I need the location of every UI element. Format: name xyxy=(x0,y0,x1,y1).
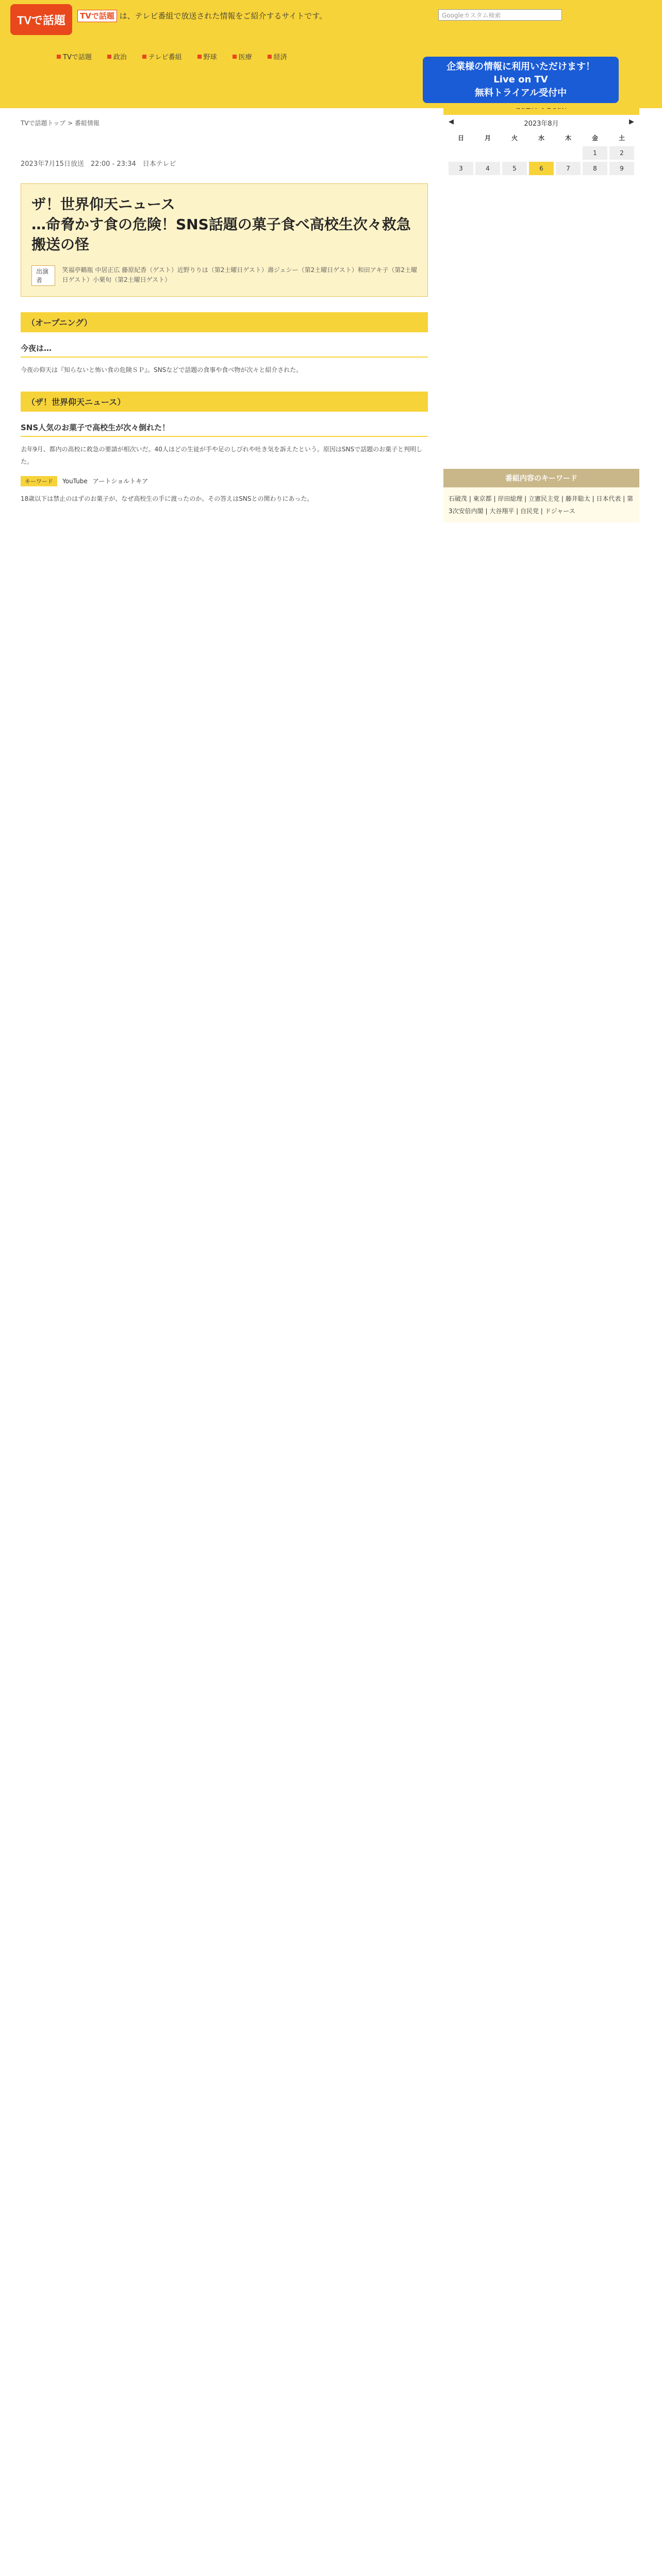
nav-item[interactable] xyxy=(233,52,252,61)
nav-item[interactable] xyxy=(142,52,182,61)
calendar-weekday: 日 xyxy=(449,131,473,144)
nav-label: 野球 xyxy=(203,54,217,61)
calendar-day xyxy=(529,146,554,160)
sidebar xyxy=(443,96,639,522)
nav-label: 政治 xyxy=(113,54,127,61)
nav-item[interactable] xyxy=(57,52,92,61)
calendar-weekday: 金 xyxy=(583,131,607,144)
bullet-icon xyxy=(233,55,237,59)
calendar-day xyxy=(475,146,500,160)
promo-banner[interactable] xyxy=(423,57,619,103)
bullet-icon xyxy=(197,55,202,59)
calendar-weekday: 月 xyxy=(475,131,500,144)
search-input[interactable]: Googleカスタム検索 xyxy=(438,9,562,21)
keywords-title: 番組内容のキーワード xyxy=(443,469,639,487)
section-heading: （ザ！世界仰天ニュース） xyxy=(21,392,428,412)
main-nav xyxy=(57,52,418,61)
nav-label: テレビ番組 xyxy=(148,54,182,61)
bullet-icon xyxy=(107,55,111,59)
calendar-day xyxy=(502,146,527,160)
calendar-day[interactable]: 3 xyxy=(449,162,473,175)
calendar-day[interactable]: 6 xyxy=(529,162,554,175)
section-paragraph: 去年9月、都内の高校に救急の要請が相次いだ。40人ほどの生徒が手や足のしびれや吐き気を訴えたという。原因はSNSで話題のお菓子と判明した。 xyxy=(21,445,423,465)
banner-line2: Live on TV xyxy=(493,74,548,86)
nav-item[interactable] xyxy=(197,52,217,61)
calendar-weekday: 土 xyxy=(609,131,634,144)
calendar-day[interactable]: 1 xyxy=(583,146,607,160)
nav-label: TVで話題 xyxy=(63,54,92,61)
main-content xyxy=(21,127,428,522)
section-subheading: 今夜は… xyxy=(21,340,428,358)
section-subheading: SNS人気のお菓子で高校生が次々倒れた！ xyxy=(21,419,428,437)
bullet-icon xyxy=(268,55,272,59)
calendar-day xyxy=(556,146,581,160)
calendar-day[interactable]: 7 xyxy=(556,162,581,175)
keyword-badge: キーワード xyxy=(21,476,57,486)
nav-label: 経済 xyxy=(273,54,287,61)
site-tagline xyxy=(77,10,327,21)
calendar-weekday: 火 xyxy=(502,131,527,144)
tagline-text: は、テレビ番組で放送された情報をご紹介するサイトです。 xyxy=(119,11,327,21)
section-paragraph: 18歳以下は禁止のはずのお菓子が、なぜ高校生の手に渡ったのか。その答えはSNSとの関わりにあった。 xyxy=(21,495,313,502)
calendar-day[interactable]: 4 xyxy=(475,162,500,175)
nav-item[interactable] xyxy=(268,52,287,61)
calendar-nav xyxy=(443,115,639,131)
site-logo[interactable]: TVで話題 xyxy=(10,4,72,35)
banner-line3: 無料トライアル受付中 xyxy=(474,87,567,98)
calendar-day[interactable]: 5 xyxy=(502,162,527,175)
calendar-day xyxy=(449,146,473,160)
section-heading: （オープニング） xyxy=(21,312,428,332)
calendar-weekday: 水 xyxy=(529,131,554,144)
calendar-month: 2023年8月 xyxy=(524,120,559,128)
prev-month-icon[interactable]: ◀ xyxy=(449,118,454,126)
bullet-icon xyxy=(57,55,61,59)
nav-item[interactable] xyxy=(107,52,127,61)
calendar-day[interactable]: 2 xyxy=(609,146,634,160)
breadcrumb[interactable]: TVで話題トップ > 番組情報 xyxy=(21,120,100,127)
calendar-day[interactable]: 8 xyxy=(583,162,607,175)
article-header xyxy=(21,183,428,297)
section-paragraph: 今夜の仰天は『知らないと怖い食の危険ＳＰ』。SNSなどで話題の食事や食べ物が次々と紹介された。 xyxy=(21,366,303,374)
banner-line1: 企業様の情報に利用いただけます！ xyxy=(446,61,595,73)
bullet-icon xyxy=(142,55,146,59)
site-header xyxy=(0,0,662,108)
calendar-weekday: 木 xyxy=(556,131,581,144)
calendar-day[interactable]: 9 xyxy=(609,162,634,175)
keywords-list[interactable]: 石破茂 | 東京都 | 岸田総理 | 立憲民主党 | 藤井聡太 | 日本代表 | 第3次安倍内閣 | 大谷翔平 | 自民党 | ドジャース xyxy=(443,487,639,522)
cast-row xyxy=(31,265,417,286)
keyword-link[interactable]: YouTube xyxy=(62,477,88,485)
nav-label: 医療 xyxy=(238,54,252,61)
calendar-grid xyxy=(443,131,639,180)
keyword-row xyxy=(21,476,428,486)
cast-list[interactable]: 笑福亭鶴瓶 中居正広 藤原紀香（ゲスト）近野りりは（第2土曜日ゲスト）壽ジェシー（第2土曜日ゲスト）和田アキ子（第2土曜日ゲスト）小栗旬（第2土曜日ゲスト） xyxy=(62,266,417,283)
page-title: ザ！世界仰天ニュース …命脅かす食の危険！SNS話題の菓子食べ高校生次々救急搬送の怪 xyxy=(31,196,411,253)
site-name: TVで話題 xyxy=(77,10,117,22)
next-month-icon[interactable]: ▶ xyxy=(628,118,634,126)
cast-label: 出演者 xyxy=(31,265,55,286)
keyword-link[interactable]: アートショルトキア xyxy=(92,478,148,485)
broadcast-date: 2023年7月15日放送 22:00 - 23:34 日本テレビ xyxy=(21,160,176,168)
